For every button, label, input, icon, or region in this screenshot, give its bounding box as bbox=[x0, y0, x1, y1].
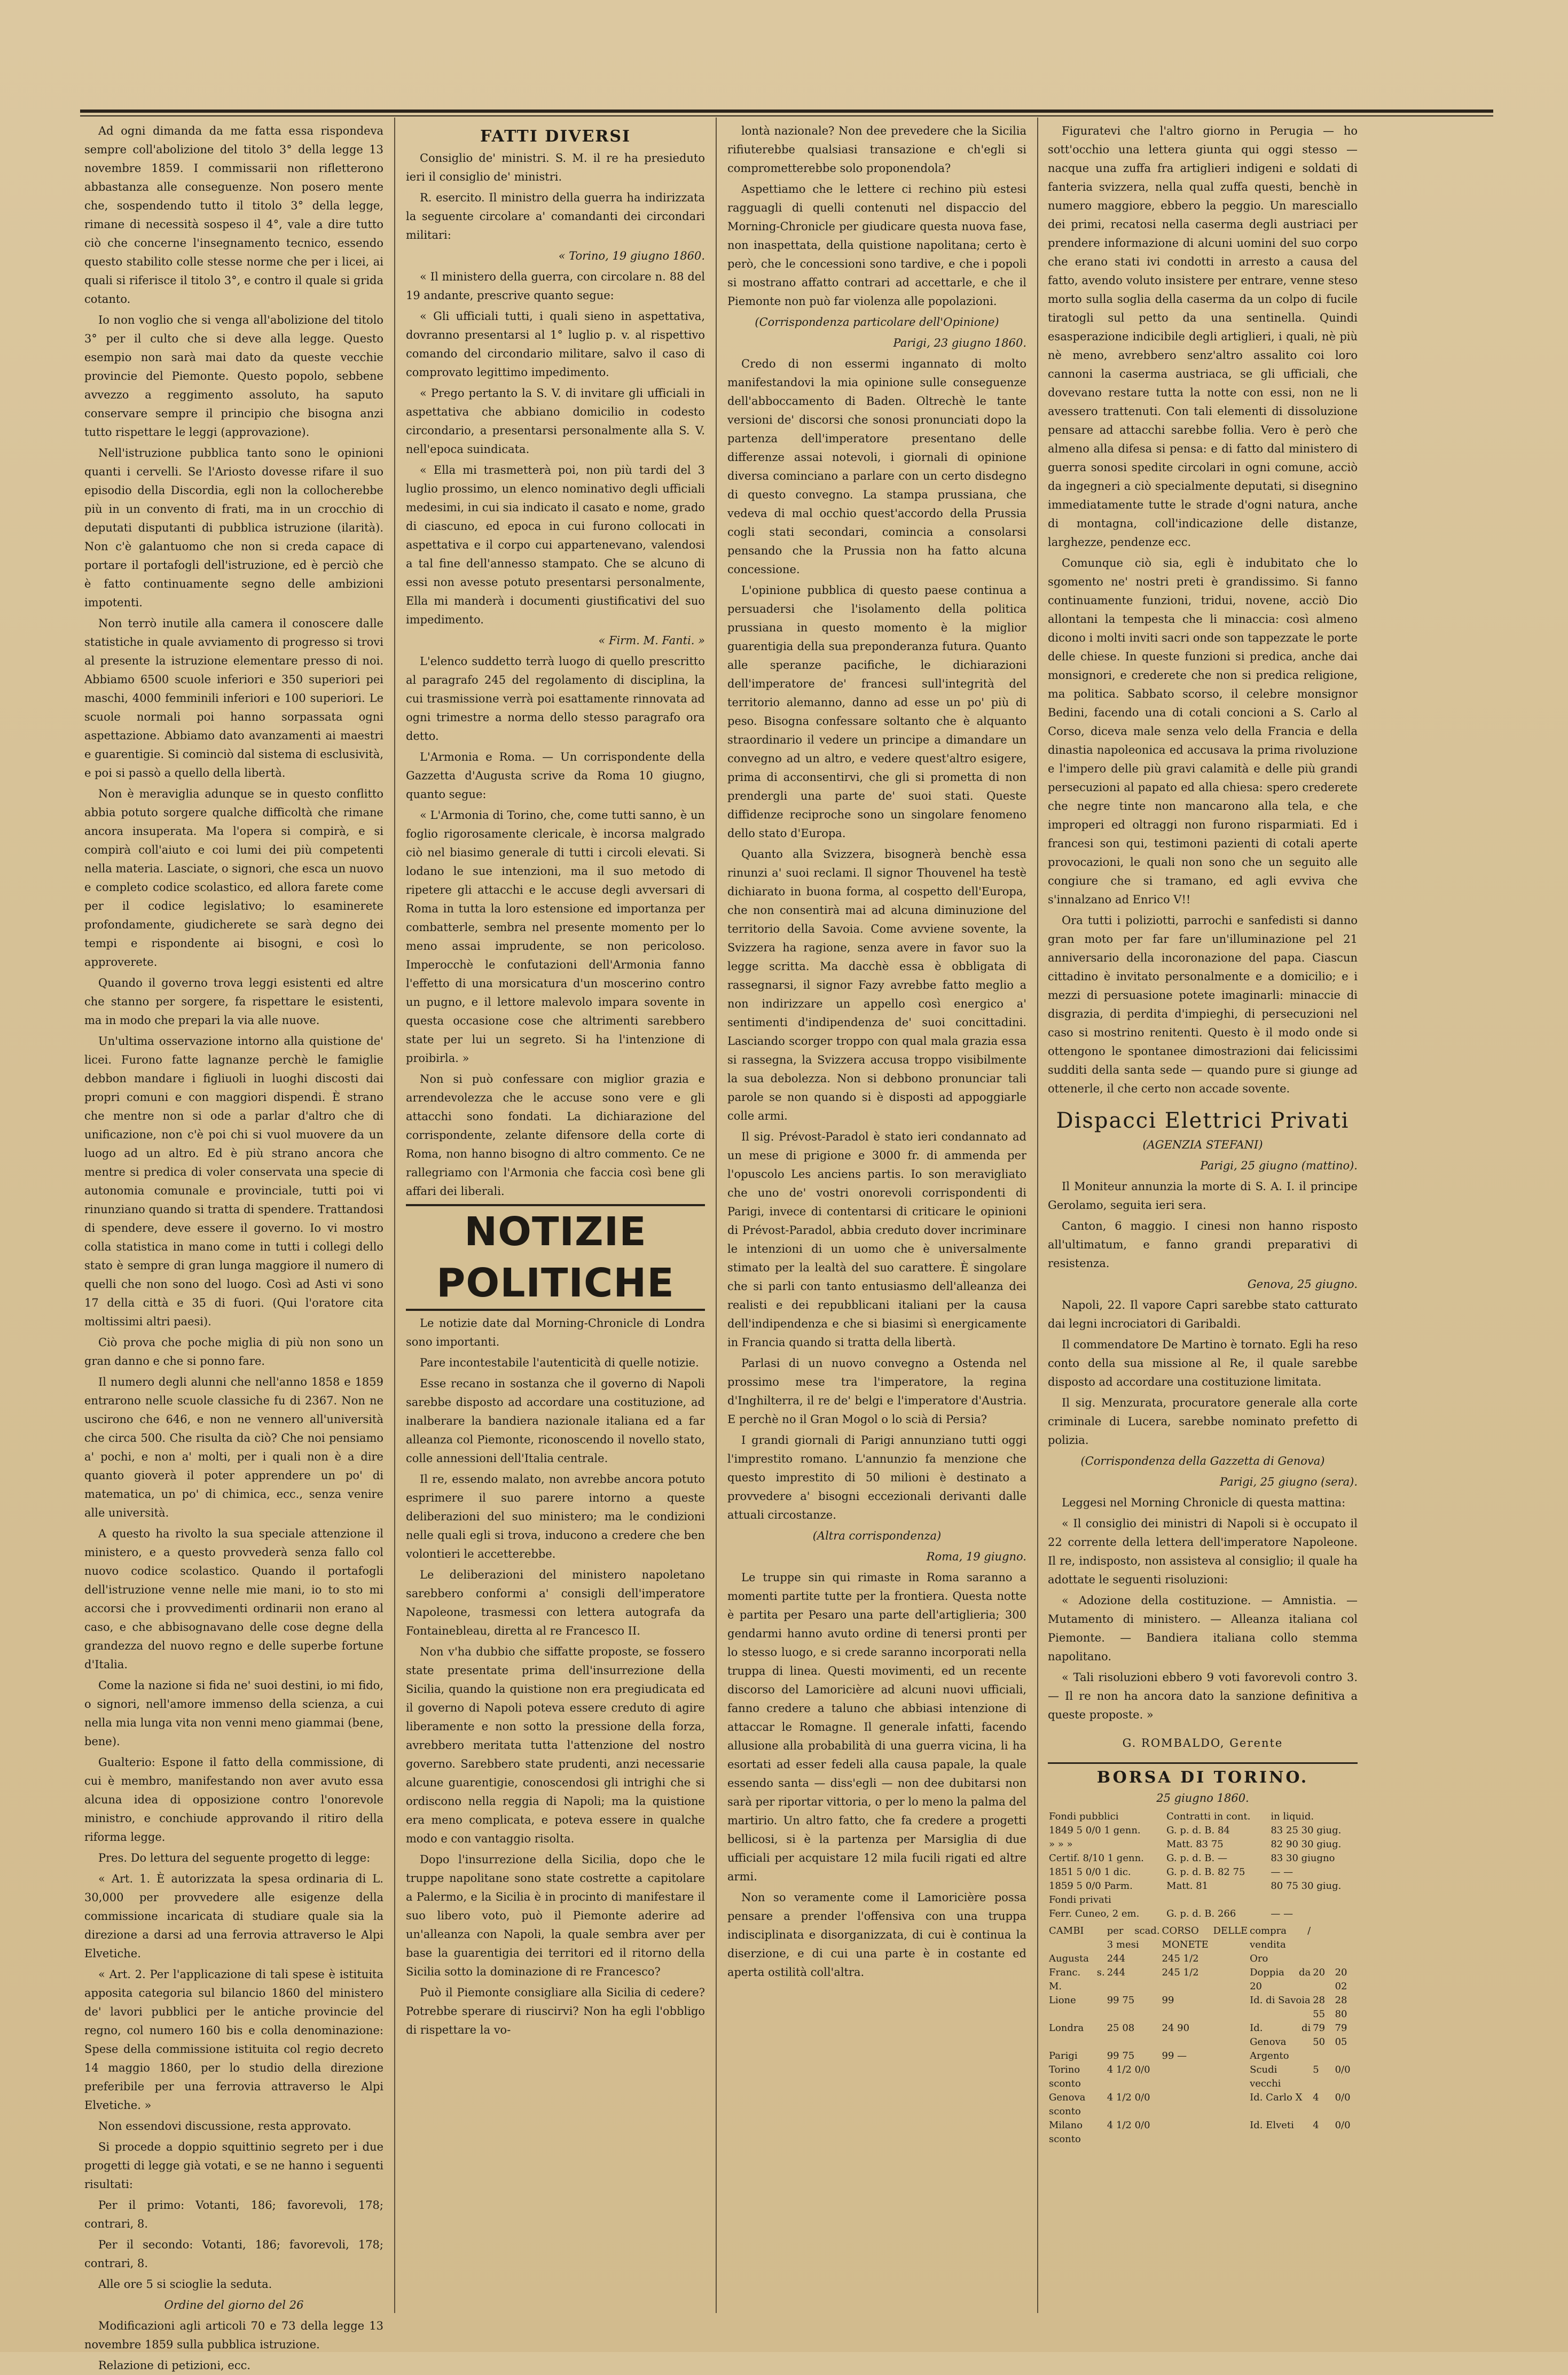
table-cell: 83 30 giugno bbox=[1271, 1853, 1335, 1864]
corr1-title: (Corrispondenza particolare dell'Opinione) bbox=[755, 316, 999, 329]
table-cell bbox=[1165, 1893, 1269, 1907]
paragraph: Non so veramente come il Lamoricière possa pensare a prender l'offensiva con una truppa indisciplinata e disorganizzata, di cui è continua la diserzione, e di cui una parte è in costante ed aperta ostilità coll'altra. bbox=[727, 1891, 1026, 1979]
paragraph: Quando il governo trova leggi esistenti ed altre che stanno per sorgere, fa rispettare le esistenti, ma in modo che prepari la via alle nuove. bbox=[84, 976, 383, 1027]
paragraph: Non è meraviglia adunque se in questo conflitto abbia potuto sorgere qualche difficoltà che rimane ancora insuperata. Ma l'opera si compirà, e si compirà coll'aiuto e coi lumi dei più competenti nella materia. Lasciate, o signori, che esca un nuovo e completo codice scolastico, ed allora farete come per il codice legislativo; lo esaminerete profondamente, giudicherete se sarà degno dei tempi e rispondente ai bisogni, e così lo approverete. bbox=[84, 787, 383, 968]
paragraph: « Gli ufficiali tutti, i quali sieno in aspettativa, dovranno presentarsi al 1° luglio p. v. al rispettivo comando del circondario militare, salvo il caso di comprovato legittimo impedimento. bbox=[406, 310, 705, 379]
column-rule-1 bbox=[394, 118, 395, 2313]
table-cell: Matt. 83 75 bbox=[1166, 1839, 1224, 1850]
table-row bbox=[1048, 1966, 1358, 1994]
fatti-diversi-text-c bbox=[406, 652, 705, 1201]
paragraph: Si procede a doppio squittinio segreto per i due progetti di legge già votati, e se ne hanno i seguenti risultati: bbox=[84, 2140, 383, 2191]
paragraph: « Art. 1. È autorizzata la spesa ordinaria di L. 30,000 per provvedere alle esigenze della commissione incaricata di studiare quale sia la direzione a darsi ad una ferrovia attraverso le Alpi Elvetiche. bbox=[84, 1872, 383, 1960]
paragraph: Per il primo: Votanti, 186; favorevoli, 178; contrari, 8. bbox=[84, 2199, 383, 2230]
table-cell: Torino sconto bbox=[1049, 2064, 1081, 2089]
paragraph: « Adozione della costituzione. — Amnistia. — Mutamento di ministero. — Alleanza italiana col Piemonte. — Bandiera italiana collo stemma napolitano. bbox=[1048, 1594, 1358, 1663]
table-cell bbox=[1161, 2119, 1249, 2146]
table-cell bbox=[1161, 2091, 1249, 2119]
table-cell: 79 05 bbox=[1335, 2022, 1347, 2048]
table-cell: 4 1/2 0/0 bbox=[1107, 2120, 1150, 2131]
table-cell: 1859 5 0/0 Parm. bbox=[1049, 1880, 1133, 1892]
table-cell: 244 bbox=[1107, 1967, 1126, 1978]
table-cell: compra / vendita bbox=[1250, 1925, 1311, 1950]
table-cell: 82 90 30 giug. bbox=[1271, 1839, 1342, 1850]
table-cell: in liquid. bbox=[1271, 1811, 1314, 1822]
table-cell: Ferr. Cuneo, 2 em. bbox=[1049, 1908, 1140, 1919]
table-row bbox=[1048, 1952, 1358, 1966]
table-cell: Id. di Genova bbox=[1250, 2022, 1311, 2048]
paragraph: Nell'istruzione pubblica tanto sono le opinioni quanti i cervelli. Se l'Ariosto dovesse rifare il suo episodio della Discordia, egli non la collocherebbe più in un convento di frati, ma in un crocchio di deputati disputanti di pubblica istruzione (ilarità). Non c'è galantuomo che non si creda capace di portare il portafogli dell'istruzione, ed è perciò che è fatto continuamente segno delle ambizioni impotenti. bbox=[84, 447, 383, 609]
top-rule-thin bbox=[80, 115, 1493, 116]
dispacci-text-3 bbox=[1048, 1494, 1358, 1724]
dispaccio-date-1: Parigi, 25 giugno (mattino). bbox=[1200, 1159, 1358, 1172]
paragraph: Leggesi nel Morning Chronicle di questa mattina: bbox=[1062, 1496, 1346, 1509]
paragraph: Quanto alla Svizzera, bisognerà benchè essa rinunzi a' suoi reclami. Il signor Thouvenel ha testè dichiarato in buona forma, al cospetto dell'Europa, che non consentirà mai ad alcuna diminuzione del territorio della Savoia. Come avviene sovente, la Svizzera ha ragione, senza avere in favor suo la legge scritta. Ma dacchè essa è obbligata di rassegnarsi, il signor Fazy avrebbe fatto meglio a non indirizzare un appello così energico a' sentimenti d'indipendenza de' suoi concittadini. Lasciando scorger troppo con qual mala grazia essa si rassegna, la Svizzera accusa troppo visibilmente la sua debolezza. Non si debbono pronunciar tali parole se non quando si è disposti ad appoggiarle colle armi. bbox=[727, 848, 1026, 1122]
table-cell: Id. Elveti bbox=[1250, 2120, 1294, 2131]
column-2 bbox=[406, 122, 705, 2312]
table-row bbox=[1048, 2091, 1358, 2119]
paragraph: Come la nazione si fida ne' suoi destini, io mi fido, o signori, nell'amore immenso della scienza, a cui nella mia lunga vita non venni meno giammai (bene, bene). bbox=[84, 1679, 383, 1748]
table-cell: Parigi bbox=[1049, 2050, 1078, 2061]
table-cell: 79 50 bbox=[1313, 2022, 1326, 2048]
paragraph: Parlasi di un nuovo convegno a Ostenda nel prossimo mese tra l'imperatore, la regina d'Inghilterra, il re de' belgi e l'imperatore d'Austria. E perchè no il Gran Mogol o lo scià di Persia? bbox=[727, 1357, 1026, 1426]
corr2-title: (Altra corrispondenza) bbox=[812, 1529, 942, 1542]
column-4 bbox=[1048, 122, 1358, 2312]
table-cell bbox=[1312, 2049, 1334, 2063]
dispaccio-date-3: Parigi, 25 giugno (sera). bbox=[1219, 1475, 1358, 1488]
table-cell: 99 bbox=[1162, 1995, 1174, 2006]
table-cell: Milano sconto bbox=[1049, 2120, 1083, 2145]
paragraph: « Art. 2. Per l'applicazione di tali spese è istituita apposita categoria sul bilancio 1860 del ministero de' lavori pubblici per le antiche provincie del regno, col numero 160 bis e colla denominazione: Spese della commissione istituita col regio decreto 14 maggio 1860, per lo studio della direzione preferibile per una ferrovia attraverso le Alpi Elvetiche. » bbox=[84, 1968, 383, 2112]
paragraph: Il numero degli alunni che nell'anno 1858 e 1859 entrarono nelle scuole classiche fu di 2367. Non ne uscirono che 646, e non ne vennero all'università che circa 500. Che risulta da ciò? Che noi pensiamo a' pochi, e non a' molti, per i quali non è a dire quanto gioverà il poter apprendere un po' di matematica, un po' di chimica, ecc., senza venire alle università. bbox=[84, 1376, 383, 1519]
agenzia-label: (AGENZIA STEFANI) bbox=[1142, 1138, 1263, 1151]
table-cell bbox=[1312, 1952, 1334, 1966]
table-cell: G. p. d. B. 84 bbox=[1166, 1825, 1230, 1836]
column-3-text-c bbox=[727, 1568, 1026, 1982]
table-cell: Doppia da 20 bbox=[1250, 1967, 1311, 1992]
table-cell: 20 bbox=[1313, 1967, 1326, 1978]
dispacci-text-1 bbox=[1048, 1177, 1358, 1273]
paragraph: Aspettiamo che le lettere ci rechino più estesi ragguagli di quelli contenuti nel dispaccio del Morning-Chronicle per giudicare questa nuova fase, non inaspettata, della quistione napolitana; certo è però, che le concessioni sono tardive, e che i popoli si mostrano affatto contrari ad accettarle, e che il Piemonte non può far violenza alle popolazioni. bbox=[727, 183, 1026, 308]
paragraph: Relazione di petizioni, ecc. bbox=[98, 2359, 251, 2372]
column-1-text bbox=[84, 122, 383, 2294]
notizie-politiche-title: NOTIZIE POLITICHE bbox=[406, 1204, 705, 1311]
table-cell: 0/0 bbox=[1335, 2120, 1351, 2131]
paragraph: Il commendatore De Martino è tornato. Egli ha reso conto della sua missione al Re, il quale sarebbe disposto ad accordare una costituzione limitata. bbox=[1048, 1338, 1358, 1388]
fatti-diversi-text-b bbox=[406, 268, 705, 629]
fatti-diversi-title: FATTI DIVERSI bbox=[480, 127, 631, 146]
paragraph: « Il ministero della guerra, con circolare n. 88 del 19 andante, prescrive quanto segue: bbox=[406, 270, 705, 302]
paragraph: L'opinione pubblica di questo paese continua a persuadersi che l'isolamento della politica prussiana in questo momento è la miglior guarentigia della sua preponderanza futura. Quanto alle speranze pacifiche, le dichiarazioni dell'imperatore de' francesi sull'integrità del territorio alemanno, danno ad esse un po' più di peso. Bisogna confessare soltanto che è alquanto straordinario il vedere un principe a dimandare un convegno ad un altro, e vedere quest'altro esigere, prima di acconsentirvi, che gli si prometta di non prendergli una parte de' suoi stati. Queste diffidenze reciproche sono un singolare fenomeno dello stato d'Europa. bbox=[727, 584, 1026, 840]
table-cell: Lione bbox=[1049, 1995, 1076, 2006]
table-cell: 4 1/2 0/0 bbox=[1107, 2064, 1150, 2075]
table-cell: 28 55 bbox=[1313, 1995, 1326, 2020]
table-cell: 99 — bbox=[1162, 2050, 1187, 2061]
table-row bbox=[1048, 1824, 1358, 1838]
paragraph: Ad ogni dimanda da me fatta essa rispondeva sempre coll'abolizione del titolo 3° della legge 13 novembre 1859. I commissarii non rifletterono abbastanza alle conseguenze. Non posero mente che, sospendendo tutto il titolo 3° della legge, rimane di necessità sospeso il 4°, vale a dire tutto ciò che concerne l'insegnamento tecnico, essendo questo stabilito colle stesse norme che per i licei, ai quali si riferisce il titolo 3°, e contro il quale si grida cotanto. bbox=[84, 124, 383, 306]
table-cell: 4 1/2 0/0 bbox=[1107, 2092, 1150, 2103]
paragraph: Il sig. Prévost-Paradol è stato ieri condannato ad un mese di prigione e 3000 fr. di ammenda per l'opuscolo Les anciens partis. Io son meravigliato che uno de' vostri onorevoli corrispondenti di Parigi, invece di contentarsi di criticare le opinioni di Prévost-Paradol, abbia creduto dover incriminare le intenzioni di un uomo che è universalmente stimato per la lealtà del suo carattere. È singolare che si parli con tanto entusiasmo dell'alleanza dei realisti e dei repubblicani italiani per la causa dell'indipendenza e che si biasimi sì energicamente in Francia quando si tratta della libertà. bbox=[727, 1130, 1026, 1349]
paragraph: Io non voglio che si venga all'abolizione del titolo 3° per il culto che si deve alla legge. Questo esempio non sarà mai dato da queste vecchie provincie del Piemonte. Questo popolo, sebbene avvezzo a reggimento assoluto, ha saputo conservare sempre il principio che bisogna anzi tutto rispettare le leggi (approvazione). bbox=[84, 314, 383, 439]
paragraph: « Tali risoluzioni ebbero 9 voti favorevoli contro 3. — Il re non ha ancora dato la sanzione definitiva a queste proposte. » bbox=[1048, 1671, 1358, 1721]
table-cell: Argento bbox=[1250, 2050, 1289, 2061]
column-rule-2 bbox=[716, 118, 717, 2313]
paragraph: Il Moniteur annunzia la morte di S. A. I. il principe Gerolamo, seguita ieri sera. bbox=[1048, 1180, 1358, 1212]
paragraph: Gualterio: Espone il fatto della commissione, di cui è membro, manifestando non aver avuto essa alcuna idea di opposizione contro l'onorevole ministro, e conchiude approvando il ritiro della riforma legge. bbox=[84, 1756, 383, 1843]
table-cell: 28 80 bbox=[1335, 1995, 1347, 2020]
corr2-date: Roma, 19 giugno. bbox=[926, 1550, 1026, 1563]
table-cell: Id. di Savoia bbox=[1250, 1995, 1311, 2006]
table-row bbox=[1048, 1865, 1358, 1879]
table-cell: Londra bbox=[1049, 2022, 1084, 2034]
table-cell: Id. Carlo X bbox=[1250, 2092, 1303, 2103]
column-rule-3 bbox=[1037, 118, 1038, 2313]
cambi-table bbox=[1048, 1924, 1358, 2146]
table-cell: 20 02 bbox=[1335, 1967, 1347, 1992]
table-row bbox=[1048, 1879, 1358, 1893]
dispacci-text-2 bbox=[1048, 1296, 1358, 1450]
table-row bbox=[1048, 2021, 1358, 2049]
column-3-text-a bbox=[727, 122, 1026, 311]
paragraph: Modificazioni agli articoli 70 e 73 della legge 13 novembre 1859 sulla pubblica istruzione. bbox=[84, 2319, 383, 2351]
borsa-title: BORSA DI TORINO. bbox=[1048, 1762, 1358, 1787]
table-row bbox=[1048, 1907, 1358, 1921]
table-row bbox=[1048, 2063, 1358, 2091]
ordine-text bbox=[84, 2317, 383, 2375]
paragraph: Figuratevi che l'altro giorno in Perugia — ho sott'occhio una lettera giunta qui oggi stesso — nacque una zuffa fra artiglieri indigeni e soldati di fanteria svizzera, nella qual zuffa questi, benchè in numero maggiore, ebbero la peggio. Un maresciallo dei primi, recatosi nella caserma degli austriaci per prendere informazione di alcuni uomini del suo corpo che erano stati ivi condotti in arresto a causa del fatto, avendo voluto insistere per entrare, venne steso morto sulla soglia della caserma da un colpo di fucile tiratogli sul petto da una sentinella. Quindi esasperazione indicibile degli artiglieri, i quali, nè più nè meno, avrebbero senz'altro assalito coi loro cannoni la caserma austriaca, se gli ufficiali, che dovevano restare tutta la notte con essi, non ne li avessero trattenuti. Con tali elementi di dissoluzione pensare ad attacchi sarebbe follia. Vero è però che almeno alla difesa si pensa: e di fatto dal ministero di guerra sonosi spedite circolari in ogni comune, acciò da ingegneri a ciò specialmente deputati, si disegnino immediatamente tutte le strade d'ogni natura, anche di montagna, coll'indicazione delle distanze, larghezze, pendenze ecc. bbox=[1048, 124, 1358, 549]
table-cell: 25 08 bbox=[1107, 2022, 1135, 2034]
paragraph: Il re, essendo malato, non avrebbe ancora potuto esprimere il suo parere intorno a queste deliberazioni del suo ministero; ma le condizioni nelle quali egli si trova, inducono a credere che ben volontieri le accetterebbe. bbox=[406, 1473, 705, 1560]
paragraph: Canton, 6 maggio. I cinesi non hanno risposto all'ultimatum, e fanno grandi preparativi di resistenza. bbox=[1048, 1220, 1358, 1270]
borsa-date: 25 giugno 1860. bbox=[1156, 1792, 1249, 1804]
table-cell: 24 90 bbox=[1162, 2022, 1190, 2034]
table-cell: Contratti in cont. bbox=[1166, 1811, 1251, 1822]
table-cell bbox=[1334, 2049, 1358, 2063]
table-cell: 5 bbox=[1313, 2064, 1319, 2075]
table-row bbox=[1048, 1893, 1358, 1907]
paragraph: L'elenco suddetto terrà luogo di quello prescritto al paragrafo 245 del regolamento di disciplina, la cui trasmissione verrà poi esattamente rinnovata ad ogni trimestre a norma dello stesso paragrafo ora detto. bbox=[406, 655, 705, 743]
paragraph: Il sig. Menzurata, procuratore generale alla corte criminale di Lucera, sarebbe nominato prefetto di polizia. bbox=[1048, 1396, 1358, 1447]
paragraph: Credo di non essermi ingannato di molto manifestandovi la mia opinione sulle conseguenze dell'abboccamento di Baden. Oltrechè le tante versioni de' discorsi che sonosi pronunciati dopo la partenza dell'imperatore presentano delle differenze assai notevoli, i giornali di opinione diversa cominciano a parlare con un certo disdegno di questo convegno. La stampa prussiana, che vedeva di mal occhio quest'accordo della Prussia cogli stati secondari, comincia a consolarsi pensando che la Prussia non ha fatto alcuna concessione. bbox=[727, 357, 1026, 576]
table-cell: 1851 5 0/0 1 dic. bbox=[1049, 1866, 1131, 1878]
table-cell: G. p. d. B. — bbox=[1166, 1853, 1227, 1864]
table-cell: 83 25 30 giug. bbox=[1271, 1825, 1342, 1836]
table-cell: 1849 5 0/0 1 genn. bbox=[1049, 1825, 1141, 1836]
table-cell: Scudi vecchi bbox=[1250, 2064, 1281, 2089]
table-cell: G. p. d. B. 82 75 bbox=[1166, 1866, 1245, 1878]
table-cell: Franc. s. M. bbox=[1049, 1967, 1105, 1992]
corr1-date: Parigi, 23 giugno 1860. bbox=[893, 337, 1026, 349]
paragraph: Alle ore 5 si scioglie la seduta. bbox=[98, 2278, 272, 2291]
table-cell: » » » bbox=[1049, 1839, 1073, 1850]
paragraph: « Prego pertanto la S. V. di invitare gli ufficiali in aspettativa che abbiano domicilio in codesto circondario, a presentarsi personalmente alla S. V. nell'epoca suindicata. bbox=[406, 387, 705, 456]
paragraph: Esse recano in sostanza che il governo di Napoli sarebbe disposto ad accordare una costituzione, ad inalberare la bandiera nazionale italiana ed a far alleanza col Piemonte, riconoscendo il novello stato, colle annessioni dell'Italia centrale. bbox=[406, 1377, 705, 1465]
table-row bbox=[1048, 2049, 1358, 2063]
paragraph: A questo ha rivolto la sua speciale attenzione il ministero, e a questo provvederà senza fallo col nuovo codice scolastico. Quando il portafogli dell'istruzione venne nelle mie mani, io to sto mi accorsi che i provvedimenti ordinarii non erano al caso, e che abbisognavano delle cose degne della grandezza del nuovo regno e delle superbe fortune d'Italia. bbox=[84, 1527, 383, 1671]
paragraph: « L'Armonia di Torino, che, come tutti sanno, è un foglio rigorosamente clericale, è incorsa malgrado ciò nel biasimo generale di tutti i circoli elevati. Si lodano le sue intenzioni, ma il suo metodo di ripetere gli attacchi e le accuse degli avversari di Roma in tutta la loro estensione ed importanza per combatterle, sembra nel presente momento per lo meno assai imprudente, se non pericoloso. Imperocchè le confutazioni dell'Armonia fanno l'effetto di una morsicatura d'un moscerino contro un pugno, e il lettore malevolo impara sovente in questa occasione cose che altrimenti sarebbero state per lui un segreto. Si ha l'intenzione di proibirla. » bbox=[406, 809, 705, 1065]
table-cell: 99 75 bbox=[1107, 2050, 1135, 2061]
paragraph: lontà nazionale? Non dee prevedere che la Sicilia rifiuterebbe qualsiasi transazione e ch'egli si comprometterebbe solo proponendola? bbox=[727, 124, 1026, 175]
paragraph: R. esercito. Il ministro della guerra ha indirizzata la seguente circolare a' comandanti dei circondari militari: bbox=[406, 191, 705, 241]
paragraph: « Il consiglio dei ministri di Napoli si è occupato il 22 corrente della lettera dell'imperatore Napoleone. Il re, indisposto, non assisteva al consiglio; il quale ha adottate le seguenti risoluzioni: bbox=[1048, 1517, 1358, 1586]
paragraph: Pres. Do lettura del seguente progetto di legge: bbox=[98, 1851, 371, 1864]
table-cell: Fondi pubblici bbox=[1049, 1811, 1119, 1822]
corr-genova: (Corrispondenza della Gazzetta di Genova) bbox=[1080, 1455, 1325, 1467]
table-cell: Augusta bbox=[1049, 1953, 1089, 1964]
paragraph: Per il secondo: Votanti, 186; favorevoli, 178; contrari, 8. bbox=[84, 2238, 383, 2270]
column-4-text-a bbox=[1048, 122, 1358, 1098]
table-cell: 245 1/2 bbox=[1162, 1953, 1199, 1964]
paragraph: Dopo l'insurrezione della Sicilia, dopo che le truppe napolitane sono state costrette a capitolare a Palermo, e la Sicilia è in procinto di manifestare il suo libero voto, può il Piemonte aderire ad un'alleanza con Napoli, la quale sembra aver per base la guarentigia dei territori ed il ritorno della Sicilia sotto la dominazione di re Francesco? bbox=[406, 1853, 705, 1978]
paragraph: Comunque ciò sia, egli è indubitato che lo sgomento ne' nostri preti è grandissimo. Si fanno continuamente funzioni, tridui, novene, acciò Dio allontani la tempesta che li minaccia: così almeno dicono i molti inviti sacri onde son tappezzate le porte delle chiese. In queste funzioni si predica, anche dai monsignori, e crederete che non si predica religione, ma politica. Sabbato scorso, il celebre monsignor Bedini, facendo una di cotali concioni a S. Carlo al Corso, diceva male senza velo della Francia e della dinastia napoleonica ed accusava la prima rivoluzione e l'impero delle più gravi calamità e delle più grandi persecuzioni al papato ed alla chiesa: spero crederete che negre tinte non mancarono alla tela, e che improperi ed oltraggi non furono risparmiati. Ed i francesi son qui, testimoni pazienti di cotali aperte provocazioni, le quali non sono che un seguito alle congiure che si tramano, ed agli evviva che s'innalzano ad Enrico V!! bbox=[1048, 557, 1358, 906]
table-cell: — — bbox=[1271, 1866, 1293, 1878]
table-cell bbox=[1269, 1893, 1358, 1907]
table-cell: 245 1/2 bbox=[1162, 1967, 1199, 1978]
column-3-text-b bbox=[727, 355, 1026, 1525]
gerente: G. ROMBALDO, Gerente bbox=[1122, 1737, 1283, 1749]
paragraph: Ora tutti i poliziotti, parrochi e sanfedisti si danno gran moto per far fare un'illuminazione pel 21 anniversario della incoronazione del papa. Ciascun cittadino è invitato personalmente e a domicilio; e i mezzi di persuasione potete imaginarli: minaccie di disgrazia, di perdita d'impieghi, di persecuzioni nel caso si mostrino renitenti. Questo è il modo onde si ottengono le spontanee dimostrazioni dai felicissimi sudditi della santa sede — quando pure si giunge ad ottenerle, il che certo non accade sovente. bbox=[1048, 914, 1358, 1095]
table-cell: 80 75 30 giug. bbox=[1271, 1880, 1342, 1892]
table-cell: Certif. 8/10 1 genn. bbox=[1049, 1853, 1144, 1864]
paragraph: Non terrò inutile alla camera il conoscere dalle statistiche in quale avviamento di progresso si trovi al presente la istruzione elementare presso di noi. Abbiamo 6500 scuole inferiori e 350 superiori pei maschi, 4000 femminili inferiori e 100 superiori. Le scuole normali poi hanno sorpassata ogni aspettazione. Abbiamo dato avanzamenti ai maestri e guarentigie. Si cominciò dal sistema di esclusività, e poi si passò a quello della libertà. bbox=[84, 617, 383, 779]
paragraph: Può il Piemonte consigliare alla Sicilia di cedere? Potrebbe sperare di riuscirvi? Non ha egli l'obbligo di rispettare la vo- bbox=[406, 1986, 705, 2036]
table-cell: CORSO DELLE MONETE bbox=[1162, 1925, 1248, 1950]
paragraph: Non essendovi discussione, resta approvato. bbox=[98, 2120, 351, 2132]
table-cell: 4 bbox=[1313, 2092, 1319, 2103]
table-row bbox=[1048, 2119, 1358, 2146]
table-cell: Fondi privati bbox=[1049, 1894, 1111, 1905]
paragraph: Non si può confessare con miglior grazia e arrendevolezza che le accuse sono vere e gli attacchi sono fondati. La dichiarazione del corrispondente, zelante difensore della corte di Roma, non hanno bisogno di altro commento. Ce ne rallegriamo con l'Armonia che faccia così bene gli affari dei liberali. bbox=[406, 1073, 705, 1198]
table-row bbox=[1048, 1838, 1358, 1851]
paragraph: Le notizie date dal Morning-Chronicle di Londra sono importanti. bbox=[406, 1317, 705, 1348]
paragraph: « Ella mi trasmetterà poi, non più tardi del 3 luglio prossimo, un elenco nominativo degli ufficiali medesimi, in cui sia indicato il casato e nome, grado di ciascuno, ed epoca in cui furono collocati in aspettativa e il corpo cui appartenevano, valendosi a tal fine dell'annesso stampato. Che se alcuno di essi non avesse potuto presentarsi personalmente, Ella mi manderà i documenti giustificativi del suo impedimento. bbox=[406, 464, 705, 626]
paragraph: Pare incontestabile l'autenticità di quelle notizie. bbox=[420, 1356, 699, 1369]
table-cell: 4 bbox=[1313, 2120, 1319, 2131]
signature: « Firm. M. Fanti. » bbox=[598, 634, 705, 647]
paragraph: Un'ultima osservazione intorno alla quistione de' licei. Furono fatte lagnanze perchè le famiglie debbon mandare i figliuoli in luoghi discosti dai propri comuni e con maggiori dispendi. È strano che mentre non si ode a parlar d'altro che di unificazione, non c'è poi chi si vuol muovere da un luogo ad un altro. Ed è più strano ancora che mentre si predica di voler conservata una specie di autonomia comunale e provinciale, tutti poi vi rinunziano quando si tratta di spendere. Trattandosi di spendere, deve essere il governo. Io vi mostro colla statistica in mano come in tutti i collegi dello stato è sempre di gran lunga maggiore il numero di quelli che non sono del luogo. Così ad Asti vi sono 17 della città e 35 di fuori. (Qui l'oratore cita moltissimi altri paesi). bbox=[84, 1035, 383, 1328]
table-cell: CAMBI bbox=[1049, 1925, 1084, 1936]
paragraph: Ciò prova che poche miglia di più non sono un gran danno e che si ponno fare. bbox=[84, 1336, 383, 1368]
ordine-title: Ordine del giorno del 26 bbox=[164, 2299, 304, 2311]
paragraph: L'Armonia e Roma. — Un corrispondente della Gazzetta d'Augusta scrive da Roma 10 giugno, quanto segue: bbox=[406, 751, 705, 801]
column-1 bbox=[84, 122, 383, 2372]
circolare-date: « Torino, 19 giugno 1860. bbox=[558, 249, 705, 262]
table-cell: 0/0 bbox=[1335, 2064, 1351, 2075]
table-cell: 99 75 bbox=[1107, 1995, 1135, 2006]
table-row bbox=[1048, 1994, 1358, 2021]
table-cell: Genova sconto bbox=[1049, 2092, 1086, 2117]
table-cell: Matt. 81 bbox=[1166, 1880, 1209, 1892]
paragraph: Consiglio de' ministri. S. M. il re ha presieduto ieri il consiglio de' ministri. bbox=[406, 152, 705, 183]
borsa-table bbox=[1048, 1810, 1358, 1921]
paragraph: Napoli, 22. Il vapore Capri sarebbe stato catturato dai legni incrociatori di Garibaldi. bbox=[1048, 1299, 1358, 1330]
paragraph: Non v'ha dubbio che siffatte proposte, se fossero state presentate prima dell'insurrezione della Sicilia, quando la quistione non era pregiudicata ed il governo di Napoli poteva essere creduto di agire liberamente e non sotto la pressione della forza, avrebbero meritata tutta l'attenzione del nostro governo. Sarebbero state prudenti, anzi necessarie alcune guarentigie, conoscendosi gli intrighi che si ordiscono nella reggia di Napoli; ma la quistione era meno complicata, e poteva essere in qualche modo e con vantaggio risolta. bbox=[406, 1645, 705, 1845]
notizie-politiche-text bbox=[406, 1314, 705, 2040]
fatti-diversi-text-a bbox=[406, 149, 705, 245]
table-row bbox=[1048, 1851, 1358, 1865]
table-cell bbox=[1334, 1952, 1358, 1966]
paragraph: I grandi giornali di Parigi annunziano tutti oggi l'imprestito romano. L'annunzio fa menzione che questo imprestito di 50 milioni è destinato a provvedere a' bisogni eccezionali derivanti dalle attuali circostanze. bbox=[727, 1434, 1026, 1521]
table-cell: Oro bbox=[1250, 1953, 1268, 1964]
table-cell: 244 bbox=[1107, 1953, 1126, 1964]
paragraph: Le truppe sin qui rimaste in Roma saranno a momenti partite tutte per la frontiera. Questa notte è partita per Pesaro una parte dell'artiglieria; 300 gendarmi hanno avuto ordine di tenersi pronti per lo stesso luogo, e si crede saranno incorporati nella truppa di linea. Questi movimenti, ed un recente discorso del Lamoricière ad alcuni nuovi ufficiali, fanno credere a taluno che abbiasi intenzione di attaccar le Romagne. Il generale infatti, facendo allusione alla probabilità di una guerra vicina, li ha esortati ad esser fedeli alla causa papale, la quale essendo santa — diss'egli — non dee dubitarsi non sarà per riportar vittoria, o per lo meno la palma del martirio. Un altro fatto, che fa credere a progetti bellicosi, si è la partenza per Marsiglia di due ufficiali per acquistare 12 mila fucili rigati ed altre armi. bbox=[727, 1571, 1026, 1883]
table-cell: G. p. d. B. 266 bbox=[1166, 1908, 1236, 1919]
table-cell bbox=[1161, 2063, 1249, 2091]
table-cell: — — bbox=[1271, 1908, 1293, 1919]
paragraph: Le deliberazioni del ministero napoletano sarebbero conformi a' consigli dell'imperatore Napoleone, trasmessi con lettera autografa da Fontainebleau, diretta al re Francesco II. bbox=[406, 1568, 705, 1637]
dispacci-title: Dispacci Elettrici Privati bbox=[1056, 1108, 1350, 1133]
top-rule bbox=[80, 110, 1493, 113]
dispaccio-date-2: Genova, 25 giugno. bbox=[1247, 1278, 1358, 1291]
table-cell: per scad. 3 mesi bbox=[1107, 1925, 1160, 1950]
table-cell: 0/0 bbox=[1335, 2092, 1351, 2103]
column-3 bbox=[727, 122, 1026, 2312]
